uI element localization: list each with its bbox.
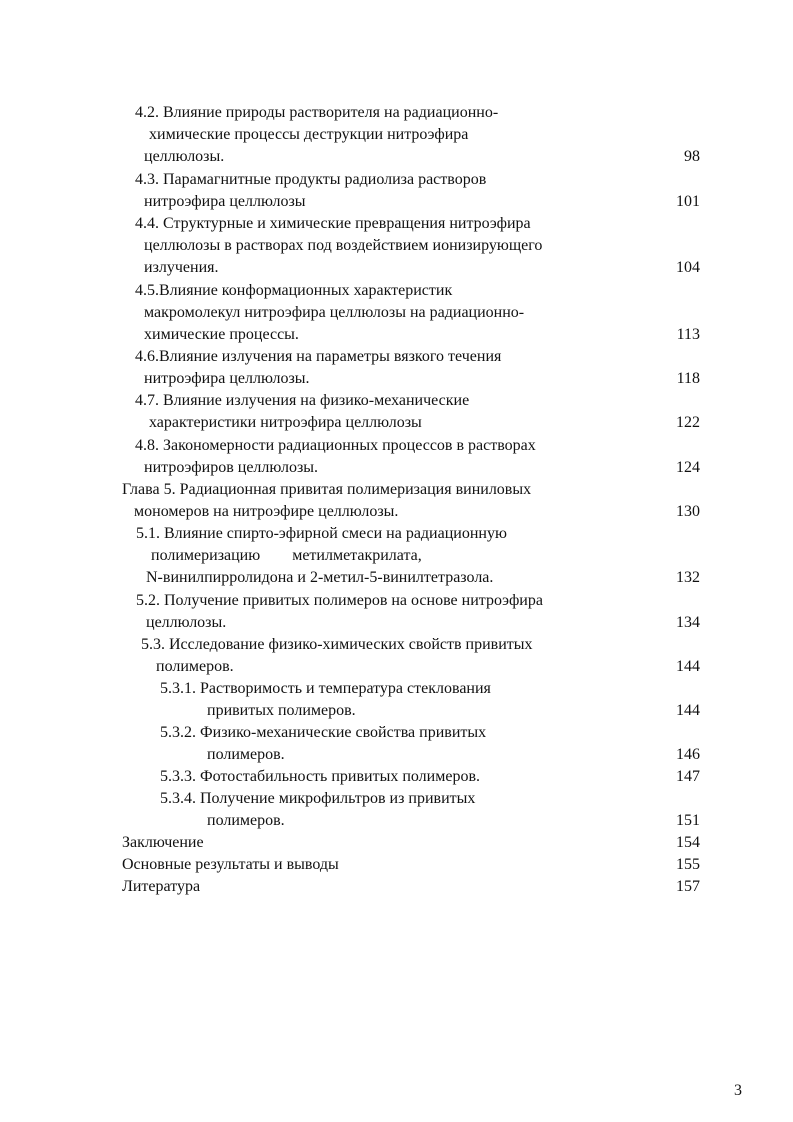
toc-entry-5-3-4-line-2: полимеров. xyxy=(207,812,285,829)
toc-entry-5-3-2-line-2: полимеров. xyxy=(207,746,285,763)
toc-references: Литература xyxy=(122,878,201,895)
toc-entry-4-8-line-2: нитроэфиров целлюлозы. xyxy=(144,459,319,476)
toc-entry-4-4-line-1: 4.4. Структурные и химические превращения нитроэфира xyxy=(135,215,531,232)
toc-page-references: 157 xyxy=(676,878,700,895)
toc-page-chapter-5: 130 xyxy=(676,503,700,520)
toc-page-4-4: 104 xyxy=(676,259,700,276)
toc-entry-5-1-line-1: 5.1. Влияние спирто-эфирной смеси на радиационную xyxy=(136,525,507,542)
toc-page-5-3-2: 146 xyxy=(676,746,700,763)
toc-page-4-6: 118 xyxy=(676,370,700,387)
toc-entry-4-4-line-2: целлюлозы в растворах под воздействием ионизирующего xyxy=(144,237,543,254)
toc-page-5-3-1: 144 xyxy=(676,702,700,719)
toc-entry-4-4-line-3: излучения. xyxy=(144,259,219,276)
page-number: 3 xyxy=(734,1082,742,1099)
toc-entry-5-3-1-line-2: привитых полимеров. xyxy=(207,702,356,719)
toc-chapter-5-line-2: мономеров на нитроэфире целлюлозы. xyxy=(134,503,399,520)
toc-entry-5-3-line-1: 5.3. Исследование физико-химических свойств привитых xyxy=(141,636,533,653)
toc-chapter-5-line-1: Глава 5. Радиационная привитая полимеризация виниловых xyxy=(122,481,532,498)
toc-page-5-3: 144 xyxy=(676,658,700,675)
toc-results: Основные результаты и выводы xyxy=(122,856,339,873)
toc-entry-4-2-line-1: 4.2. Влияние природы растворителя на радиационно- xyxy=(135,104,499,121)
toc-entry-5-1-line-2: полимеризацию метилметакрилата, xyxy=(151,547,422,564)
toc-entry-4-6-line-1: 4.6.Влияние излучения на параметры вязкого течения xyxy=(135,348,502,365)
toc-entry-5-3-2-line-1: 5.3.2. Физико-механические свойства привитых xyxy=(160,724,487,741)
toc-entry-5-2-line-2: целлюлозы. xyxy=(146,614,227,631)
toc-page-4-3: 101 xyxy=(676,193,700,210)
toc-page-5-3-3: 147 xyxy=(676,768,700,785)
toc-page-4-8: 124 xyxy=(676,459,700,476)
toc-entry-5-1-line-3: N-винилпирролидона и 2-метил-5-винилтетразола. xyxy=(146,569,494,586)
toc-page-4-5: 113 xyxy=(676,326,700,343)
toc-entry-4-5-line-2: макромолекул нитроэфира целлюлозы на радиационно- xyxy=(144,304,525,321)
toc-entry-4-6-line-2: нитроэфира целлюлозы. xyxy=(144,370,310,387)
toc-page-4-2: 98 xyxy=(684,148,700,165)
toc-page-conclusion: 154 xyxy=(676,834,700,851)
toc-entry-5-3-1-line-1: 5.3.1. Растворимость и температура стеклования xyxy=(160,680,491,697)
toc-page-5-3-4: 151 xyxy=(676,812,700,829)
toc-entry-5-2-line-1: 5.2. Получение привитых полимеров на основе нитроэфира xyxy=(136,592,543,609)
toc-entry-4-3-line-2: нитроэфира целлюлозы xyxy=(144,193,306,210)
toc-conclusion: Заключение xyxy=(122,834,204,851)
toc-entry-4-2-line-2: химические процессы деструкции нитроэфира xyxy=(149,126,469,143)
toc-entry-4-8-line-1: 4.8. Закономерности радиационных процессов в растворах xyxy=(135,437,536,454)
toc-entry-4-5-line-3: химические процессы. xyxy=(144,326,299,343)
toc-entry-4-7-line-2: характеристики нитроэфира целлюлозы xyxy=(149,414,422,431)
toc-entry-4-7-line-1: 4.7. Влияние излучения на физико-механические xyxy=(135,392,470,409)
toc-entry-4-5-line-1: 4.5.Влияние конформационных характеристик xyxy=(135,282,453,299)
toc-page-5-1: 132 xyxy=(676,569,700,586)
toc-page-4-7: 122 xyxy=(676,414,700,431)
toc-entry-5-3-4-line-1: 5.3.4. Получение микрофильтров из привитых xyxy=(160,790,476,807)
toc-page-5-2: 134 xyxy=(676,614,700,631)
toc-entry-5-3-line-2: полимеров. xyxy=(156,658,234,675)
toc-entry-5-3-3-line-1: 5.3.3. Фотостабильность привитых полимеров. xyxy=(160,768,480,785)
toc-entry-4-2-line-3: целлюлозы. xyxy=(144,148,225,165)
toc-entry-4-3-line-1: 4.3. Парамагнитные продукты радиолиза растворов xyxy=(135,171,487,188)
toc-page-results: 155 xyxy=(676,856,700,873)
